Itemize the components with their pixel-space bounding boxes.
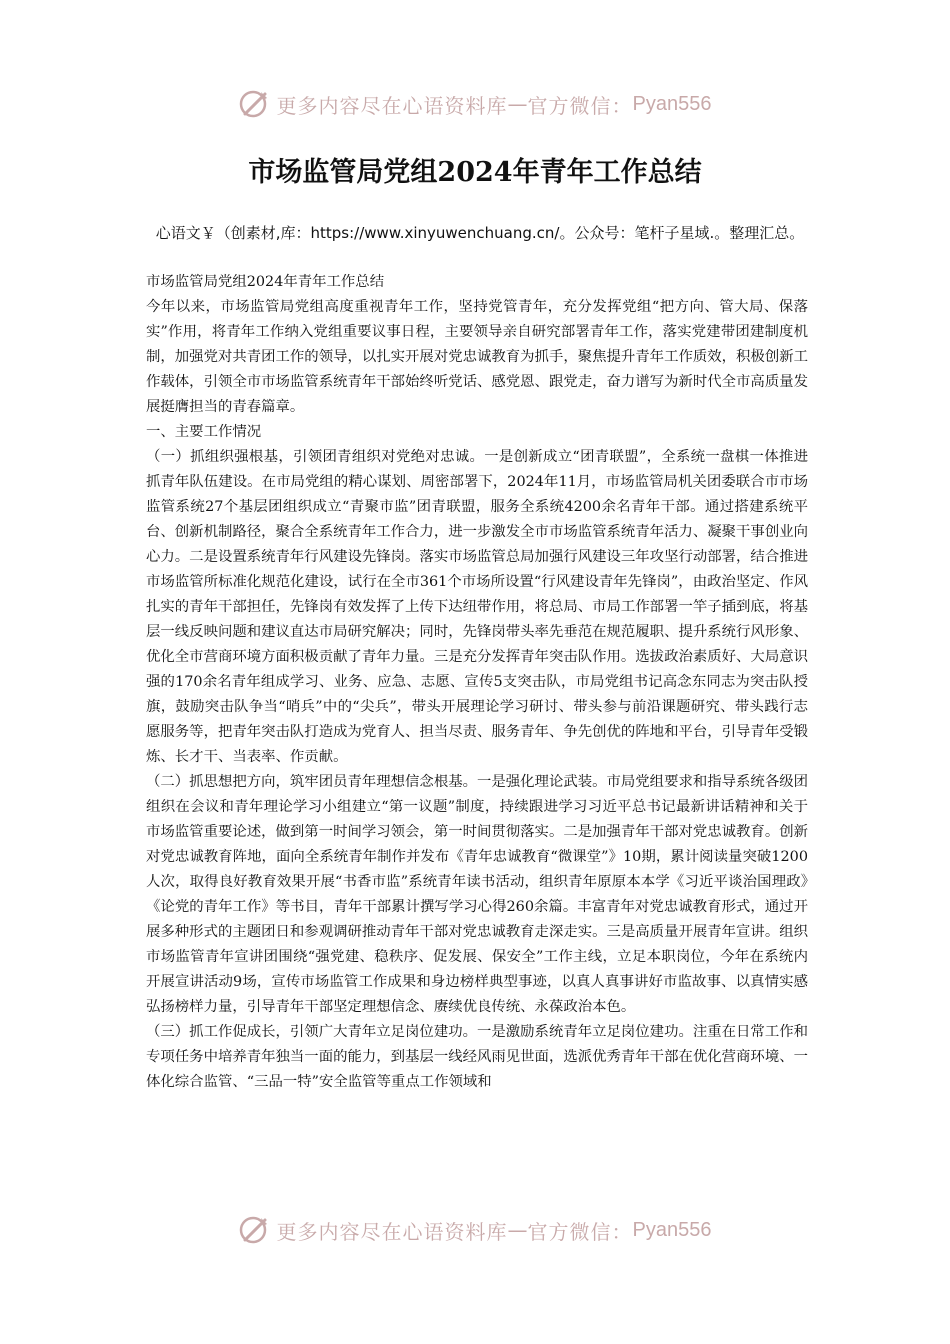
source-line: 心语文￥（创素材,库：https://www.xinyuwenchuang.cn/。公众号：笔杆子星域.。整理汇总。 bbox=[155, 224, 805, 242]
section-heading: 一、主要工作情况 bbox=[146, 424, 262, 440]
body-paragraph: （一）抓组织强根基，引领团青组织对党绝对忠诚。一是创新成立“团青联盟”，全系统一盘棋一体推进抓青年队伍建设。在市局党组的精心谋划、周密部署下，2024年11月，市场监管局机关团委联合市市场监管系统27个基层团组织成立“青聚市监”团青联盟，服务全系统4200余名青年干部。通过搭建系统平台、创新机制路径，聚合全系统青年工作合力，进一步激发全市市场监管系统青年活力、凝聚干事创业向心力。二是设置系统青年行风建设先锋岗。落实市场监管总局加强行风建设三年攻坚行动部署，结合推进市场监管所标准化规范化建设，试行在全市361个市场所设置“行风建设青年先锋岗”，由政治坚定、作风扎实的青年干部担任，先锋岗有效发挥了上传下达纽带作用，将总局、市局工作部署一竿子插到底，将基层一线反映问题和建议直达市局研究解决；同时，先锋岗带头率先垂范在规范履职、提升系统行风形象、优化全市营商环境方面积极贡献了青年力量。三是充分发挥青年突击队作用。选拔政治素质好、大局意识强的170余名青年组成学习、业务、应急、志愿、宣传5支突击队，市局党组书记高念东同志为突击队授旗，鼓励突击队争当“哨兵”中的“尖兵”，带头开展理论学习研讨、带头参与前沿课题研究、带头践行志愿服务等，把青年突击队打造成为党育人、担当尽责、服务青年、争先创优的阵地和平台，引导青年受锻炼、长才干、当表率、作贡献。 bbox=[146, 449, 808, 765]
banner-slogan: 更多内容尽在心语资料库 bbox=[276, 93, 508, 118]
banner-slogan: 更多内容尽在心语资料库 bbox=[276, 1219, 508, 1244]
banner-separator: — bbox=[507, 92, 528, 116]
banner-separator: — bbox=[507, 1218, 528, 1242]
banner-account: Pyan556 bbox=[632, 92, 712, 115]
body-paragraph: （二）抓思想把方向，筑牢团员青年理想信念根基。一是强化理论武装。市局党组要求和指导系统各级团组织在会议和青年理论学习小组建立“第一议题”制度，持续跟进学习习近平总书记最新讲话精神和关于市场监管重要论述，做到第一时间学习领会，第一时间贯彻落实。二是加强青年干部对党忠诚教育。创新对党忠诚教育阵地，面向全系统青年制作并发布《青年忠诚教育“微课堂”》10期，累计阅读量突破1200人次，取得良好教育效果开展“书香市监”系统青年读书活动，组织青年原原本本学《习近平谈治国理政》《论党的青年工作》等书目，青年干部累计撰写学习心得260余篇。丰富青年对党忠诚教育形式，通过开展多种形式的主题团日和参观调研推动青年干部对党忠诚教育走深走实。三是高质量开展青年宣讲。组织市场监管青年宣讲团围绕“强党建、稳秩序、促发展、保安全”工作主线，立足本职岗位，今年在系统内开展宣讲活动9场，宣传市场监管工作成果和身边榜样典型事迹，以真人真事讲好市监故事、以真情实感弘扬榜样力量，引导青年干部坚定理想信念、赓续优良传统、永葆政治本色。 bbox=[146, 774, 808, 1015]
body-paragraph: 今年以来，市场监管局党组高度重视青年工作，坚持党管青年，充分发挥党组“把方向、管大局、保落实”作用，将青年工作纳入党组重要议事日程，主要领导亲自研究部署青年工作，落实党建带团建制度机制，加强党对共青团工作的领导，以扎实开展对党忠诚教育为抓手，聚焦提升青年工作质效，积极创新工作载体，引领全市市场监管系统青年干部始终听党话、感党恩、跟党走，奋力谱写为新时代全市高质量发展挺膺担当的青春篇章。 bbox=[146, 299, 808, 415]
banner-account: Pyan556 bbox=[632, 1218, 712, 1241]
document-body bbox=[146, 270, 808, 1095]
pen-logo-icon bbox=[239, 88, 271, 120]
pen-logo-icon bbox=[239, 1214, 271, 1246]
body-paragraph: 市场监管局党组2024年青年工作总结 bbox=[146, 274, 385, 290]
banner-wechat-label: 官方微信： bbox=[527, 1219, 633, 1244]
watermark-banner-bottom bbox=[0, 1210, 950, 1250]
banner-wechat-label: 官方微信： bbox=[527, 93, 633, 118]
body-paragraph: （三）抓工作促成长，引领广大青年立足岗位建功。一是激励系统青年立足岗位建功。注重在日常工作和专项任务中培养青年独当一面的能力，到基层一线经风雨见世面，选派优秀青年干部在优化营商环境、一体化综合监管、“三品一特”安全监管等重点工作领域和 bbox=[146, 1024, 808, 1090]
watermark-banner-top bbox=[0, 84, 950, 124]
document-title: 市场监管局党组2024年青年工作总结 bbox=[248, 157, 702, 188]
